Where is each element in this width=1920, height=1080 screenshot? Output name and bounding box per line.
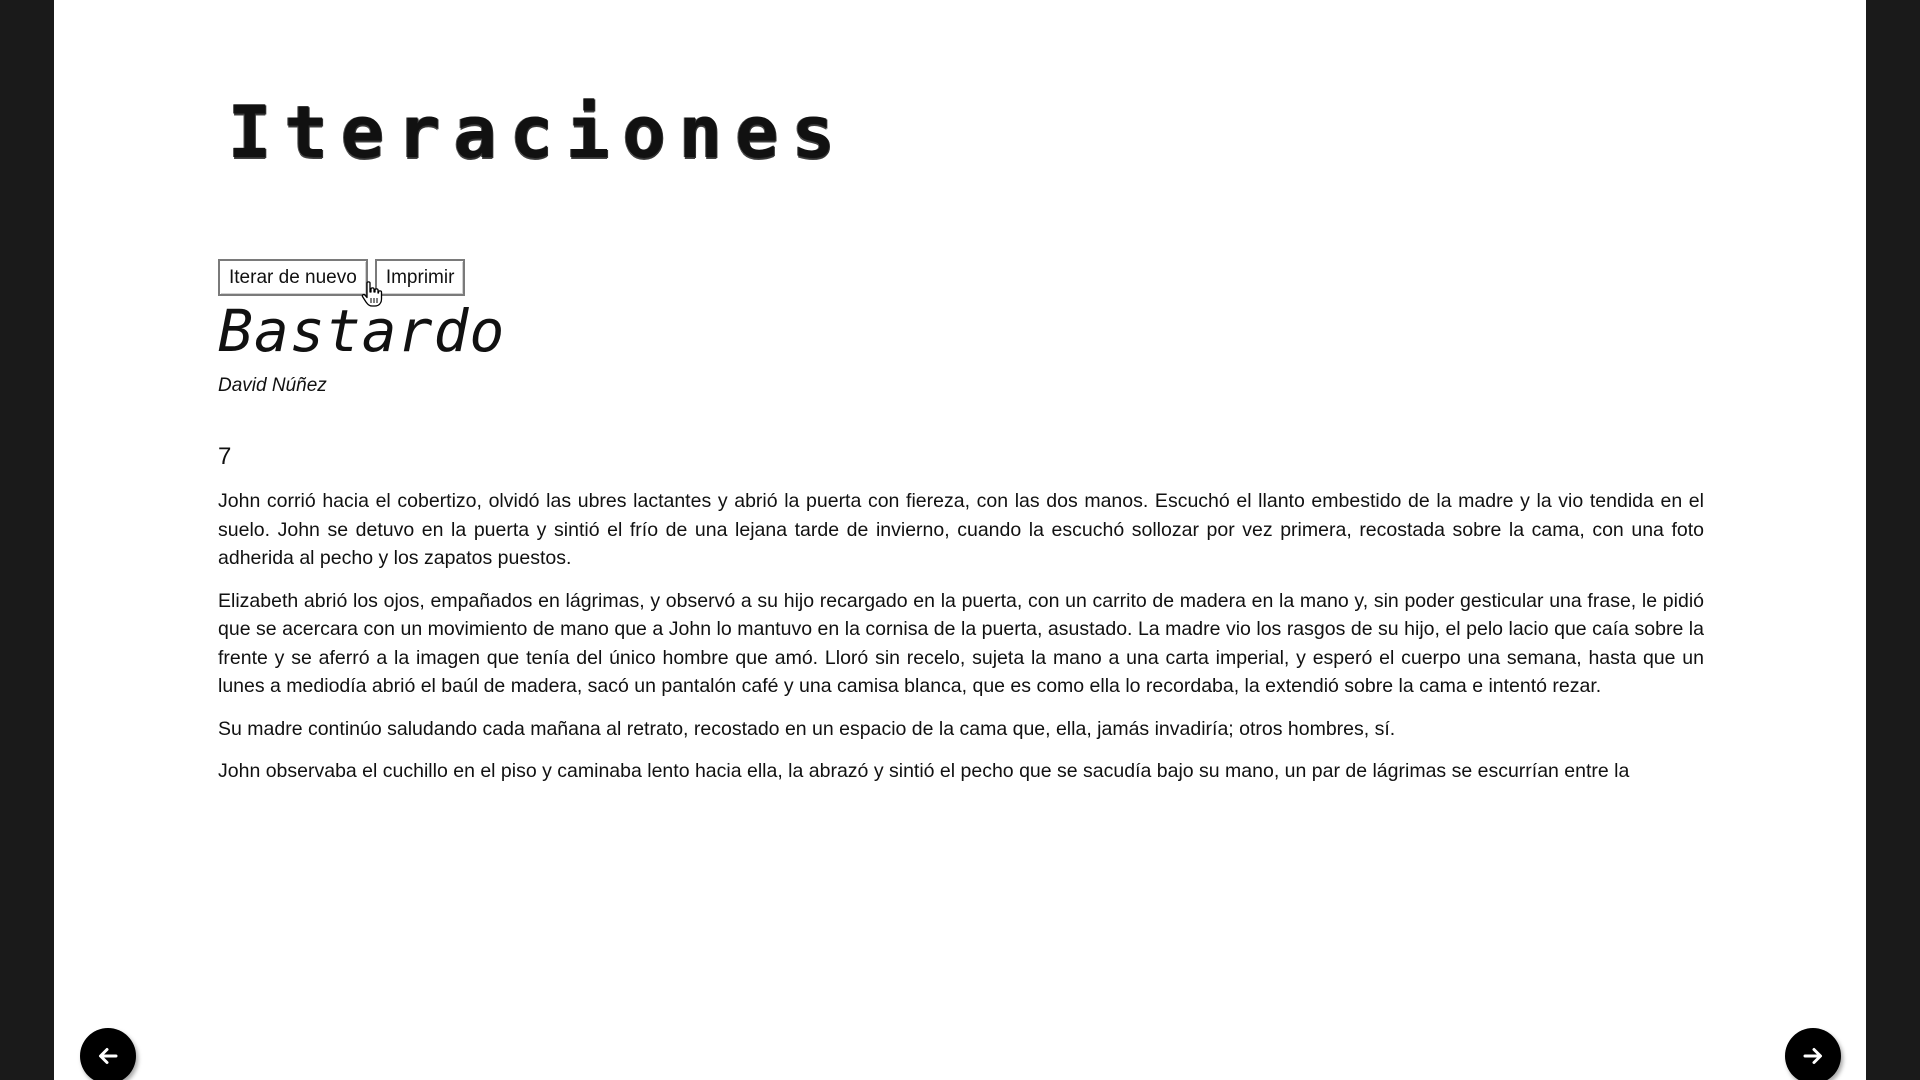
next-page-button[interactable] — [1785, 1028, 1841, 1080]
story-title: Bastardo — [218, 297, 506, 365]
previous-page-button[interactable] — [80, 1028, 136, 1080]
story-paragraph: John corrió hacia el cobertizo, olvidó las ubres lactantes y abrió la puerta con fiereza, con las dos manos. Escuchó el llanto embestido de la madre y la vio tendida en el suelo. John se detuvo en la puerta y sintió el frío de una lejana tarde de invierno, cuando la escuchó sollozar por vez primera, recostada sobre la cama, con una foto adherida al pecho y los zapatos puestos. — [218, 490, 1704, 569]
iterate-again-button[interactable]: Iterar de nuevo — [218, 259, 368, 296]
toolbar — [218, 259, 465, 296]
chapter-number: 7 — [218, 443, 232, 470]
site-logo: Iteraciones — [228, 90, 848, 174]
story-paragraph: Su madre continúo saludando cada mañana al retrato, recostado en un espacio de la cama que, ella, jamás invadiría; otros hombres, sí. — [218, 717, 1396, 740]
story-author: David Núñez — [218, 375, 327, 396]
story-paragraph: Elizabeth abrió los ojos, empañados en lágrimas, y observó a su hijo recargado en la puerta, con un carrito de madera en la mano y, sin poder gesticular una frase, le pidió que se acercara con un movimiento de mano que a John lo mantuvo en la cornisa de la puerta, asustado. La madre vio los rasgos de su hijo, el pelo lacio que caía sobre la frente y se aferró a la imagen que tenía del único hombre que amó. Lloró sin recelo, sujeta la mano a una carta imperial, y esperó el cuerpo una semana, hasta que un lunes a mediodía abrió el baúl de madera, sacó un pantalón café y una camisa blanca, que es como ella lo recordaba, la extendió sobre la cama e intentó rezar. — [218, 589, 1704, 697]
page — [54, 0, 1866, 1080]
print-button[interactable]: Imprimir — [375, 259, 466, 296]
story-paragraph: John observaba el cuchillo en el piso y caminaba lento hacia ella, la abrazó y sintió el pecho que se sacudía bajo su mano, un par de lágrimas se escurrían entre la — [218, 760, 1630, 782]
arrow-left-icon — [97, 1045, 119, 1067]
story-body — [218, 487, 1704, 819]
arrow-right-icon — [1802, 1045, 1824, 1067]
